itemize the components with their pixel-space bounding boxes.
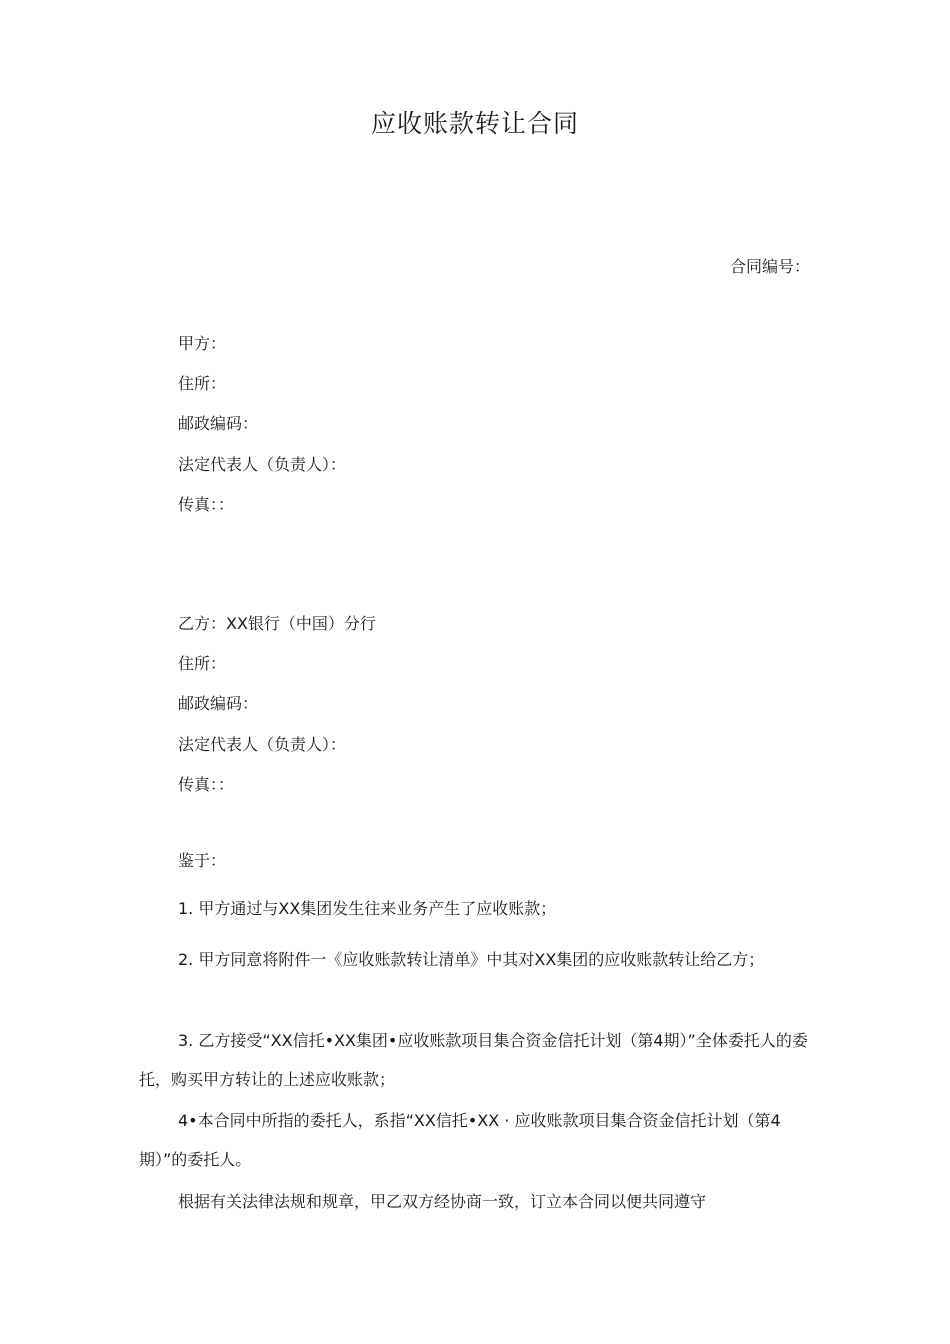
party-b-fax: 传真：： bbox=[178, 775, 235, 794]
party-a-label: 甲方： bbox=[178, 334, 227, 353]
party-b-label: 乙方：XX银行（中国）分行 bbox=[178, 614, 376, 633]
recital-item-2: 2. 甲方同意将附件一《应收账款转让清单》中其对XX集团的应收账款转让给乙方； bbox=[178, 950, 765, 969]
recital-item-4: 4•本合同中所指的委托人，系指“XX信托•XX · 应收账款项目集合资金信托计划（第4期）”的委托人。 bbox=[139, 1111, 781, 1169]
party-a-address: 住所： bbox=[178, 374, 227, 393]
recitals-closing: 根据有关法律法规和规章，甲乙双方经协商一致，订立本合同以便共同遵守 bbox=[178, 1192, 707, 1211]
recital-item-3: 3. 乙方接受“XX信托•XX集团•应收账款项目集合资金信托计划（第4期）”全体委托人的委托，购买甲方转让的上述应收账款； bbox=[139, 1031, 808, 1089]
party-a-postcode: 邮政编码： bbox=[178, 414, 259, 433]
party-a-representative: 法定代表人（负责人）： bbox=[178, 455, 347, 474]
party-a-fax: 传真：： bbox=[178, 495, 235, 514]
recital-item-1: 1. 甲方通过与XX集团发生往来业务产生了应收账款； bbox=[178, 899, 557, 918]
party-b-address: 住所： bbox=[178, 654, 227, 673]
party-b-postcode: 邮政编码： bbox=[178, 694, 259, 713]
recitals-heading: 鉴于： bbox=[178, 851, 227, 870]
contract-number-label: 合同编号： bbox=[729, 257, 810, 276]
party-b-representative: 法定代表人（负责人）： bbox=[178, 735, 347, 754]
document-title: 应收账款转让合同 bbox=[370, 109, 579, 138]
